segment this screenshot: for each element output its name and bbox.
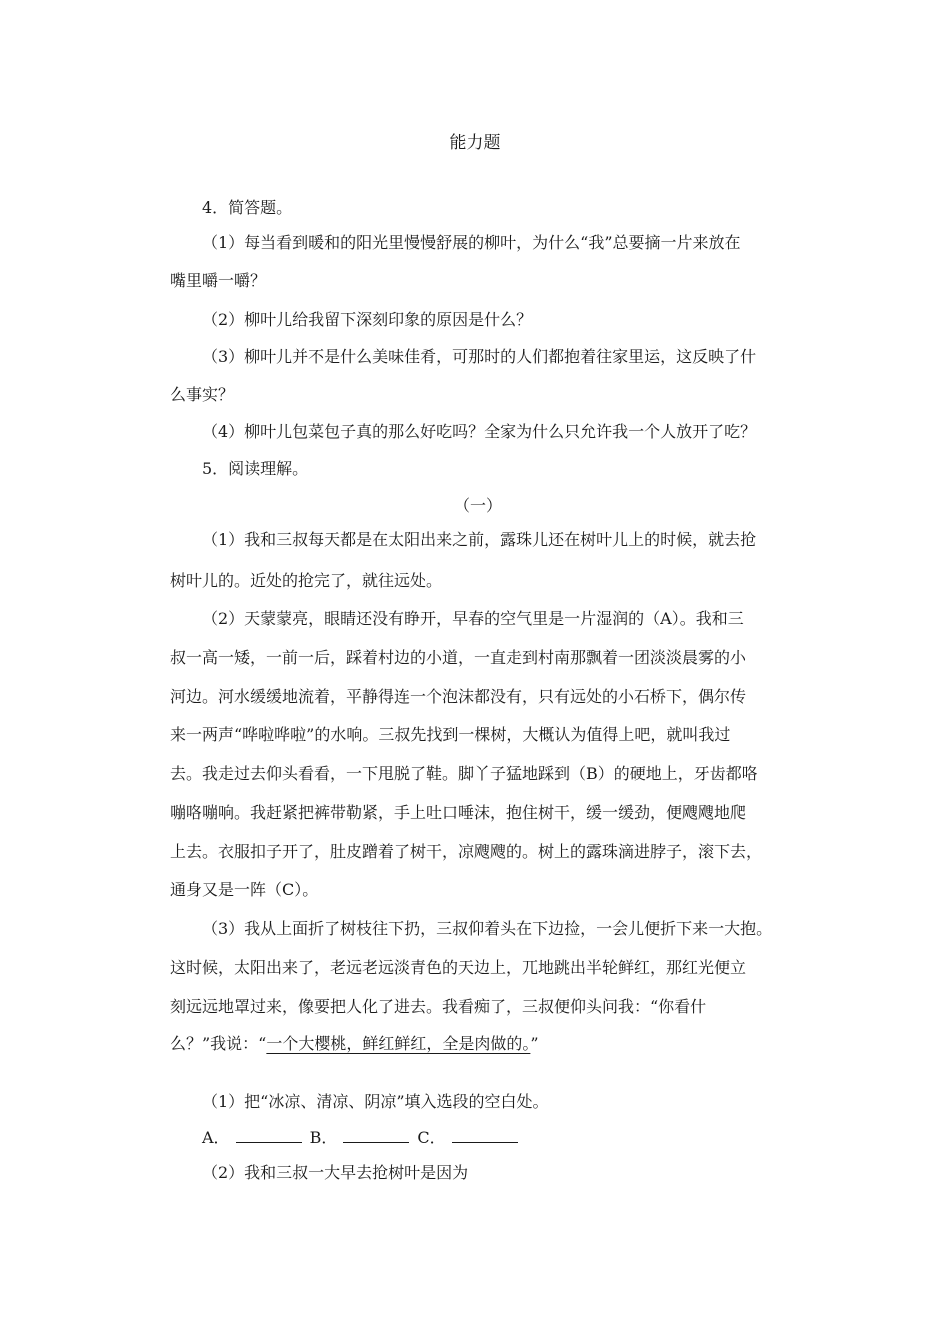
q4-p3-line2: 么事实？ bbox=[170, 385, 235, 404]
para2-line: 来一两声“哗啦哗啦”的水响。三叔先找到一棵树，大概认为值得上吧，就叫我过 bbox=[170, 725, 731, 744]
para2-line: 上去。衣服扣子开了，肚皮蹭着了树干，凉飕飕的。树上的露珠滴进脖子，滚下去， bbox=[170, 842, 763, 861]
q4-header: 4．简答题。 bbox=[202, 198, 293, 217]
para2-line: 嘣咯嘣响。我赶紧把裤带勒紧，手上吐口唾沫，抱住树干，缓一缓劲，便飕飕地爬 bbox=[170, 803, 747, 822]
blank-a[interactable] bbox=[236, 1128, 302, 1143]
q4-p1-line1: （1）每当看到暖和的阳光里慢慢舒展的柳叶，为什么“我”总要摘一片来放在 bbox=[202, 233, 741, 252]
q4-p1-line2: 嘴里嚼一嚼？ bbox=[170, 271, 267, 290]
sub-question-2: （2）我和三叔一大早去抢树叶是因为 bbox=[202, 1163, 469, 1182]
q4-p4: （4）柳叶儿包菜包子真的那么好吃吗？全家为什么只允许我一个人放开了吃？ bbox=[202, 422, 757, 441]
para3-suffix: ” bbox=[530, 1034, 539, 1053]
para2-line: 去。我走过去仰头看看，一下甩脱了鞋。脚丫子猛地踩到（B）的硬地上，牙齿都咯 bbox=[170, 764, 758, 783]
para2-line: 通身又是一阵（C）。 bbox=[170, 880, 319, 899]
underlined-sentence: 一个大樱桃，鲜红鲜红，全是肉做的。 bbox=[266, 1034, 531, 1053]
para1-line: 树叶儿的。近处的抢完了，就往远处。 bbox=[170, 571, 443, 590]
para3-line: 刻远远地罩过来，像要把人化了进去。我看痴了，三叔便仰头问我：“你看什 bbox=[170, 997, 707, 1016]
blank-a-label: A． bbox=[202, 1128, 230, 1147]
blank-c-label: C． bbox=[417, 1128, 446, 1147]
q4-p2: （2）柳叶儿给我留下深刻印象的原因是什么？ bbox=[202, 310, 533, 329]
para2-line: 叔一高一矮，一前一后，踩着村边的小道，一直走到村南那飘着一团淡淡晨雾的小 bbox=[170, 648, 747, 667]
para1-line: （1）我和三叔每天都是在太阳出来之前，露珠儿还在树叶儿上的时候，就去抢 bbox=[202, 530, 757, 549]
page-title: 能力题 bbox=[449, 133, 501, 153]
para3-prefix: 么？”我说：“ bbox=[170, 1034, 267, 1053]
blank-b[interactable] bbox=[343, 1128, 409, 1143]
sub-question-1: （1）把“冰凉、清凉、阴凉”填入选段的空白处。 bbox=[202, 1092, 549, 1111]
q5-header: 5．阅读理解。 bbox=[202, 459, 309, 478]
q4-p3-line1: （3）柳叶儿并不是什么美味佳肴，可那时的人们都抱着往家里运，这反映了什 bbox=[202, 347, 757, 366]
para2-line: 河边。河水缓缓地流着，平静得连一个泡沫都没有，只有远处的小石桥下，偶尔传 bbox=[170, 687, 747, 706]
para3-line: （3）我从上面折了树枝往下扔，三叔仰着头在下边捡，一会儿便折下来一大抱。 bbox=[202, 919, 773, 938]
para3-line-last bbox=[170, 1034, 539, 1054]
blank-b-label: B． bbox=[309, 1128, 338, 1147]
blank-row bbox=[202, 1128, 526, 1148]
para2-line: （2）天蒙蒙亮，眼睛还没有睁开，早春的空气里是一片湿润的（A）。我和三 bbox=[202, 609, 744, 628]
para3-line: 这时候，太阳出来了，老远老远淡青色的天边上，兀地跳出半轮鲜红，那红光便立 bbox=[170, 958, 747, 977]
blank-c[interactable] bbox=[452, 1128, 518, 1143]
section-heading: （一） bbox=[453, 496, 502, 515]
